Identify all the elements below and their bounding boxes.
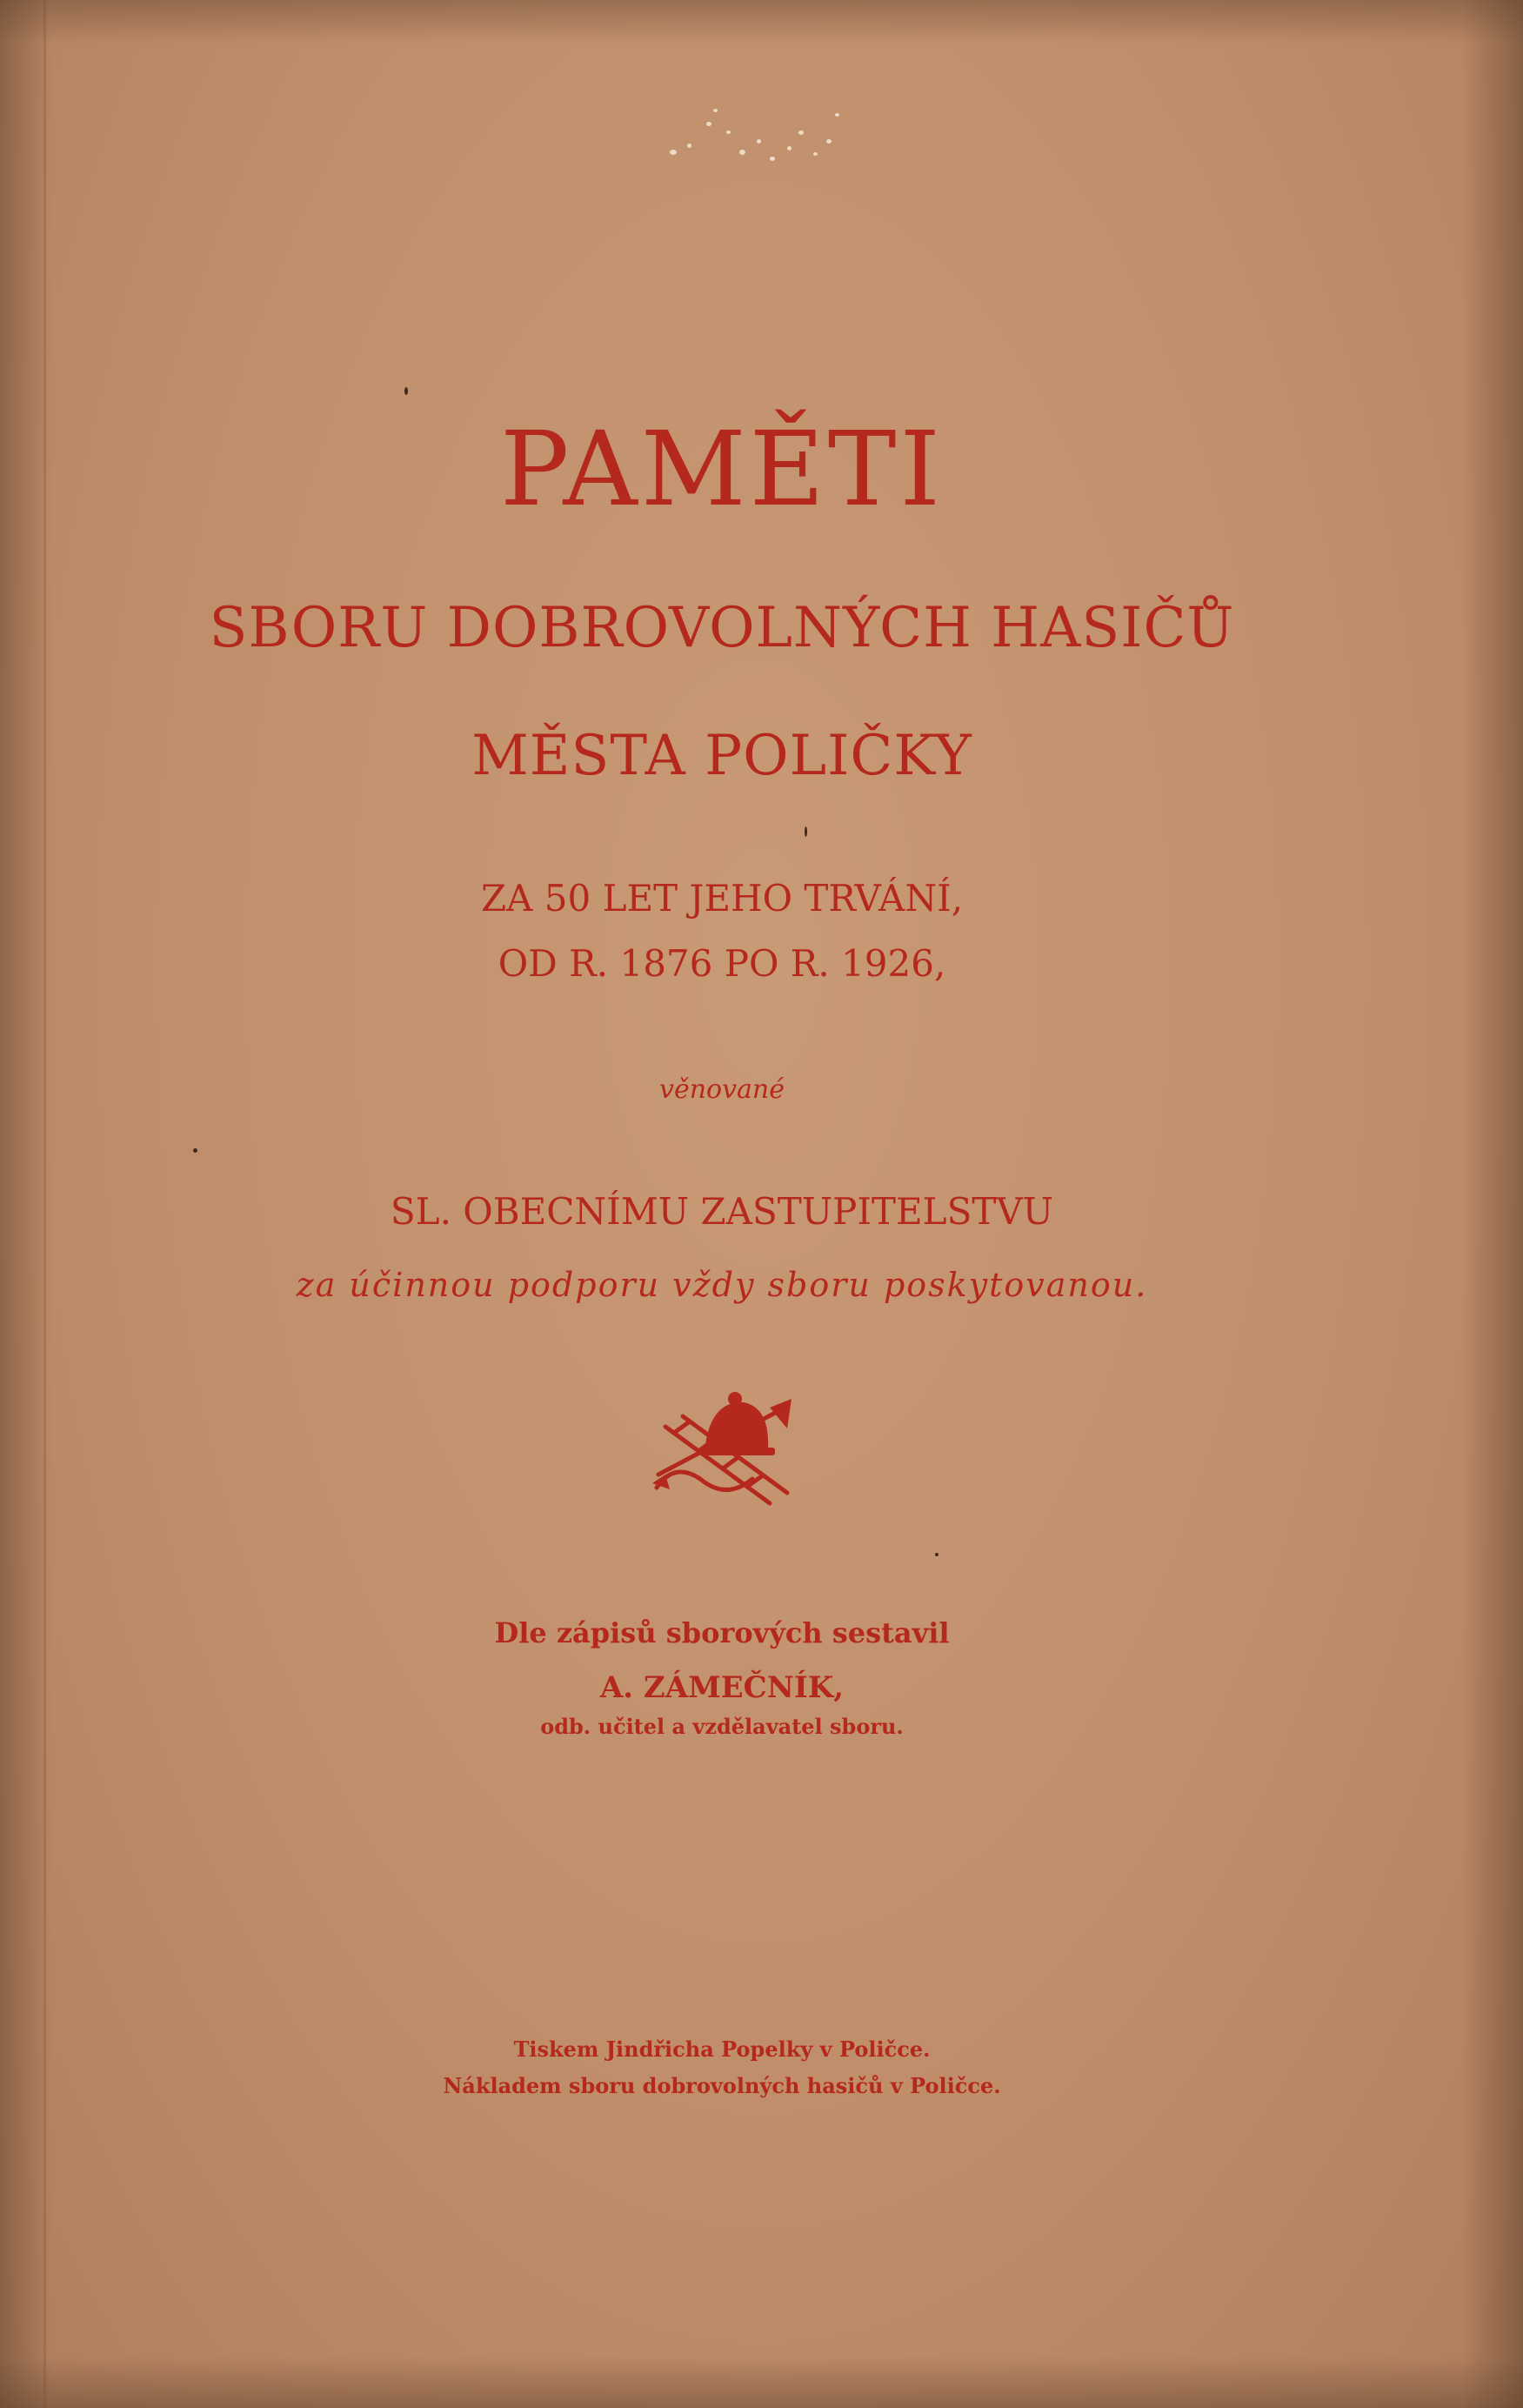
cover-printer-imprint: Tiskem Jindřicha Popelky v Poličce. [513, 2037, 931, 2062]
cover-period-line2: OD R. 1876 PO R. 1926, [498, 942, 946, 985]
cover-period-line1: ZA 50 LET JEHO TRVÁNÍ, [480, 877, 964, 920]
cover-subtitle-organization: SBORU DOBROVOLNÝCH HASIČŮ [209, 596, 1235, 660]
firefighter-emblem-icon [648, 1392, 800, 1509]
cover-recipient: SL. OBECNÍMU ZASTUPITELSTVU [390, 1190, 1054, 1233]
cover-recipient-reason: za účinnou podporu vždy sboru poskytovanou. [296, 1266, 1148, 1304]
cover-subtitle-town: MĚSTA POLIČKY [471, 724, 972, 788]
paper-edge-right [1462, 0, 1523, 2408]
cover-author-name: A. ZÁMEČNÍK, [599, 1670, 845, 1705]
paper-edge-bottom [0, 2356, 1523, 2408]
cover-compiler-line: Dle zápisů sborových sestavil [494, 1616, 950, 1649]
cover-dedication-word: věnované [659, 1074, 785, 1105]
cover-title: PAMĚTI [499, 409, 945, 529]
cover-publisher-imprint: Nákladem sboru dobrovolných hasičů v Poličce. [443, 2073, 1001, 2098]
cover-author-role: odb. učitel a vzdělavatel sboru. [540, 1714, 904, 1739]
paper-edge-top [0, 0, 1523, 43]
